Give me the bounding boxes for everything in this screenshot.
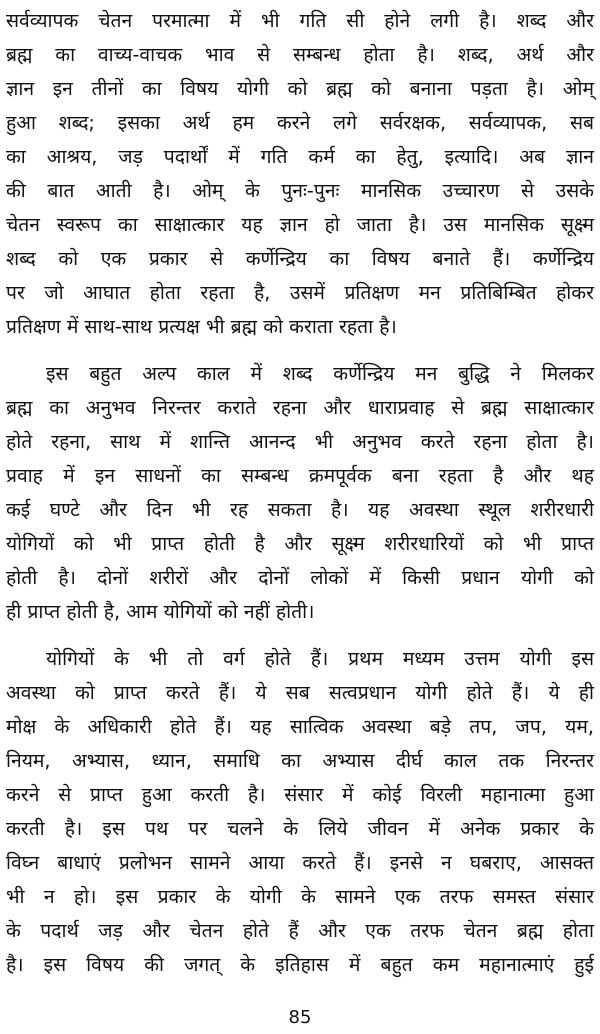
text-line: इस बहुत अल्प काल में शब्द कर्णेन्द्रिय मन बुद्धि ने मिलकर [46,362,594,385]
text-line: विघ्न बाधाएं प्रलोभन सामने आया करते हैं। इनसे न घबराए, आसक्त [6,851,594,874]
text-line: शब्द को एक प्रकार से कर्णेन्द्रिय का विषय बनाते हैं। कर्णेन्द्रिय [6,247,594,270]
text-line: योगियों के भी तो वर्ग होते हैं। प्रथम मध्यम उत्तम योगी इस [46,647,594,670]
text-line: नियम, अभ्यास, ध्यान, समाधि का अभ्यास दीर्घ काल तक निरन्तर [6,749,594,772]
text-line: ही प्राप्त होती है, आम योगियों को नहीं होती। [6,600,315,623]
text-line: का आश्रय, जड़ पदार्थों में गति कर्म का हेतु, इत्यादि। अब ज्ञान [6,145,594,168]
text-line: होते रहना, साथ में शान्ति आनन्द भी अनुभव करते रहना होता है। [6,430,594,453]
text-line: कई घण्टे और दिन भी रह सकता है। यह अवस्था स्थूल शरीरधारी [6,498,594,521]
paragraph-3 [6,642,594,982]
text-line: प्रतिक्षण में साथ-साथ प्रत्यक्ष भी ब्रह्म को कराता रहता है। [6,315,397,338]
text-line: अवस्था को प्राप्त करते हैं। ये सब सत्वप्रधान योगी होते हैं। ये ही [6,681,594,704]
text-line: के पदार्थ जड़ और चेतन होते हैं और एक तरफ चेतन ब्रह्म होता [6,919,594,942]
paragraph-1 [6,4,594,344]
text-line: है। इस विषय की जगत् के इतिहास में बहुत कम महानात्माएं हुई [6,953,594,976]
text-line: हुआ शब्द; इसका अर्थ हम करने लगे सर्वरक्षक, सर्वव्यापक, सब [6,111,594,134]
text-line: प्रवाह में इन साधनों का सम्बन्ध क्रमपूर्वक बना रहता है और थह [6,464,594,487]
book-page [6,4,594,982]
text-line: पर जो आघात होता रहता है, उसमें प्रतिक्षण मन प्रतिबिम्बित होकर [6,281,594,304]
text-line: सर्वव्यापक चेतन परमात्मा में भी गति सी होने लगी है। शब्द और [6,9,594,32]
text-line: भी न हो। इस प्रकार के योगी के सामने एक तरफ समस्त संसार [6,885,594,908]
text-line: की बात आती है। ओम् के पुनः-पुनः मानसिक उच्चारण से उसके [6,179,594,202]
text-line: योगियों को भी प्राप्त होती है और सूक्ष्म शरीरधारियों को भी प्राप्त [6,532,594,555]
text-line: चेतन स्वरूप का साक्षात्कार यह ज्ञान हो जाता है। उस मानसिक सूक्ष्म [6,213,594,236]
text-line: ज्ञान इन तीनों का विषय योगी को ब्रह्म को बनाना पड़ता है। ओम् [6,77,594,100]
text-line: होती है। दोनों शरीरों और दोनों लोकों में किसी प्रधान योगी को [6,566,594,589]
text-line: ब्रह्म का वाच्य-वाचक भाव से सम्बन्ध होता है। शब्द, अर्थ और [6,43,594,66]
text-line: करने से प्राप्त हुआ करती है। संसार में कोई विरली महानात्मा हुआ [6,783,594,806]
text-line: मोक्ष के अधिकारी होते हैं। यह सात्विक अवस्था बड़े तप, जप, यम, [6,715,594,738]
text-line: करती है। इस पथ पर चलने के लिये जीवन में अनेक प्रकार के [6,817,594,840]
page-number: 85 [288,1007,312,1028]
paragraph-2 [6,357,594,629]
text-line: ब्रह्म का अनुभव निरन्तर कराते रहना और धाराप्रवाह से ब्रह्म साक्षात्कार [6,396,594,419]
